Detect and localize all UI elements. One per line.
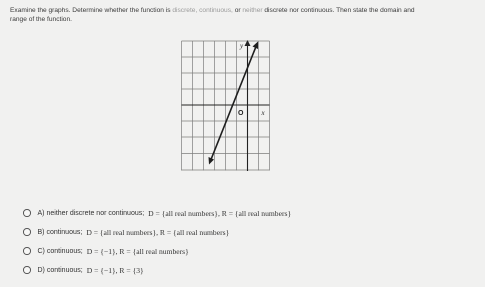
- question-faded-2: neither: [242, 7, 263, 14]
- question-part2: or: [232, 7, 243, 14]
- choice-d[interactable]: [23, 264, 144, 276]
- choice-description: neither discrete nor continuous;: [46, 209, 145, 217]
- choice-description: continuous;: [46, 247, 83, 255]
- choice-letter: C): [37, 247, 45, 255]
- question-faded-1: discrete, continuous,: [172, 7, 233, 14]
- choice-domain-range: D = {all real numbers}, R = {all real numbers}: [86, 227, 230, 237]
- y-axis-label: y: [240, 42, 244, 50]
- radio-button[interactable]: [23, 247, 31, 255]
- question-part3: discrete nor continuous. Then state the domain and: [262, 7, 415, 14]
- coordinate-graph: [181, 40, 270, 171]
- radio-button[interactable]: [23, 228, 31, 236]
- choice-b[interactable]: [23, 226, 229, 238]
- choice-description: continuous;: [46, 228, 83, 236]
- choice-letter: A): [37, 209, 45, 217]
- origin-label: O: [238, 110, 244, 117]
- radio-button[interactable]: [23, 209, 31, 217]
- choice-domain-range: D = {−1}, R = {3}: [86, 265, 144, 275]
- question-line2: range of the function.: [10, 16, 72, 23]
- choice-a[interactable]: [23, 207, 291, 219]
- grid-lines: [182, 41, 270, 171]
- x-axis-label: x: [261, 109, 265, 117]
- choice-letter: B): [37, 228, 45, 236]
- function-line: [210, 44, 257, 162]
- radio-button[interactable]: [23, 266, 31, 274]
- choice-description: continuous;: [46, 266, 83, 274]
- choice-domain-range: D = {all real numbers}, R = {all real numbers}: [148, 208, 292, 218]
- choice-letter: D): [37, 266, 45, 274]
- question-text: [10, 6, 478, 24]
- choice-domain-range: D = {−1}, R = {all real numbers}: [86, 246, 189, 256]
- question-part1: Examine the graphs. Determine whether the function is: [10, 7, 173, 14]
- choice-c[interactable]: [23, 245, 189, 257]
